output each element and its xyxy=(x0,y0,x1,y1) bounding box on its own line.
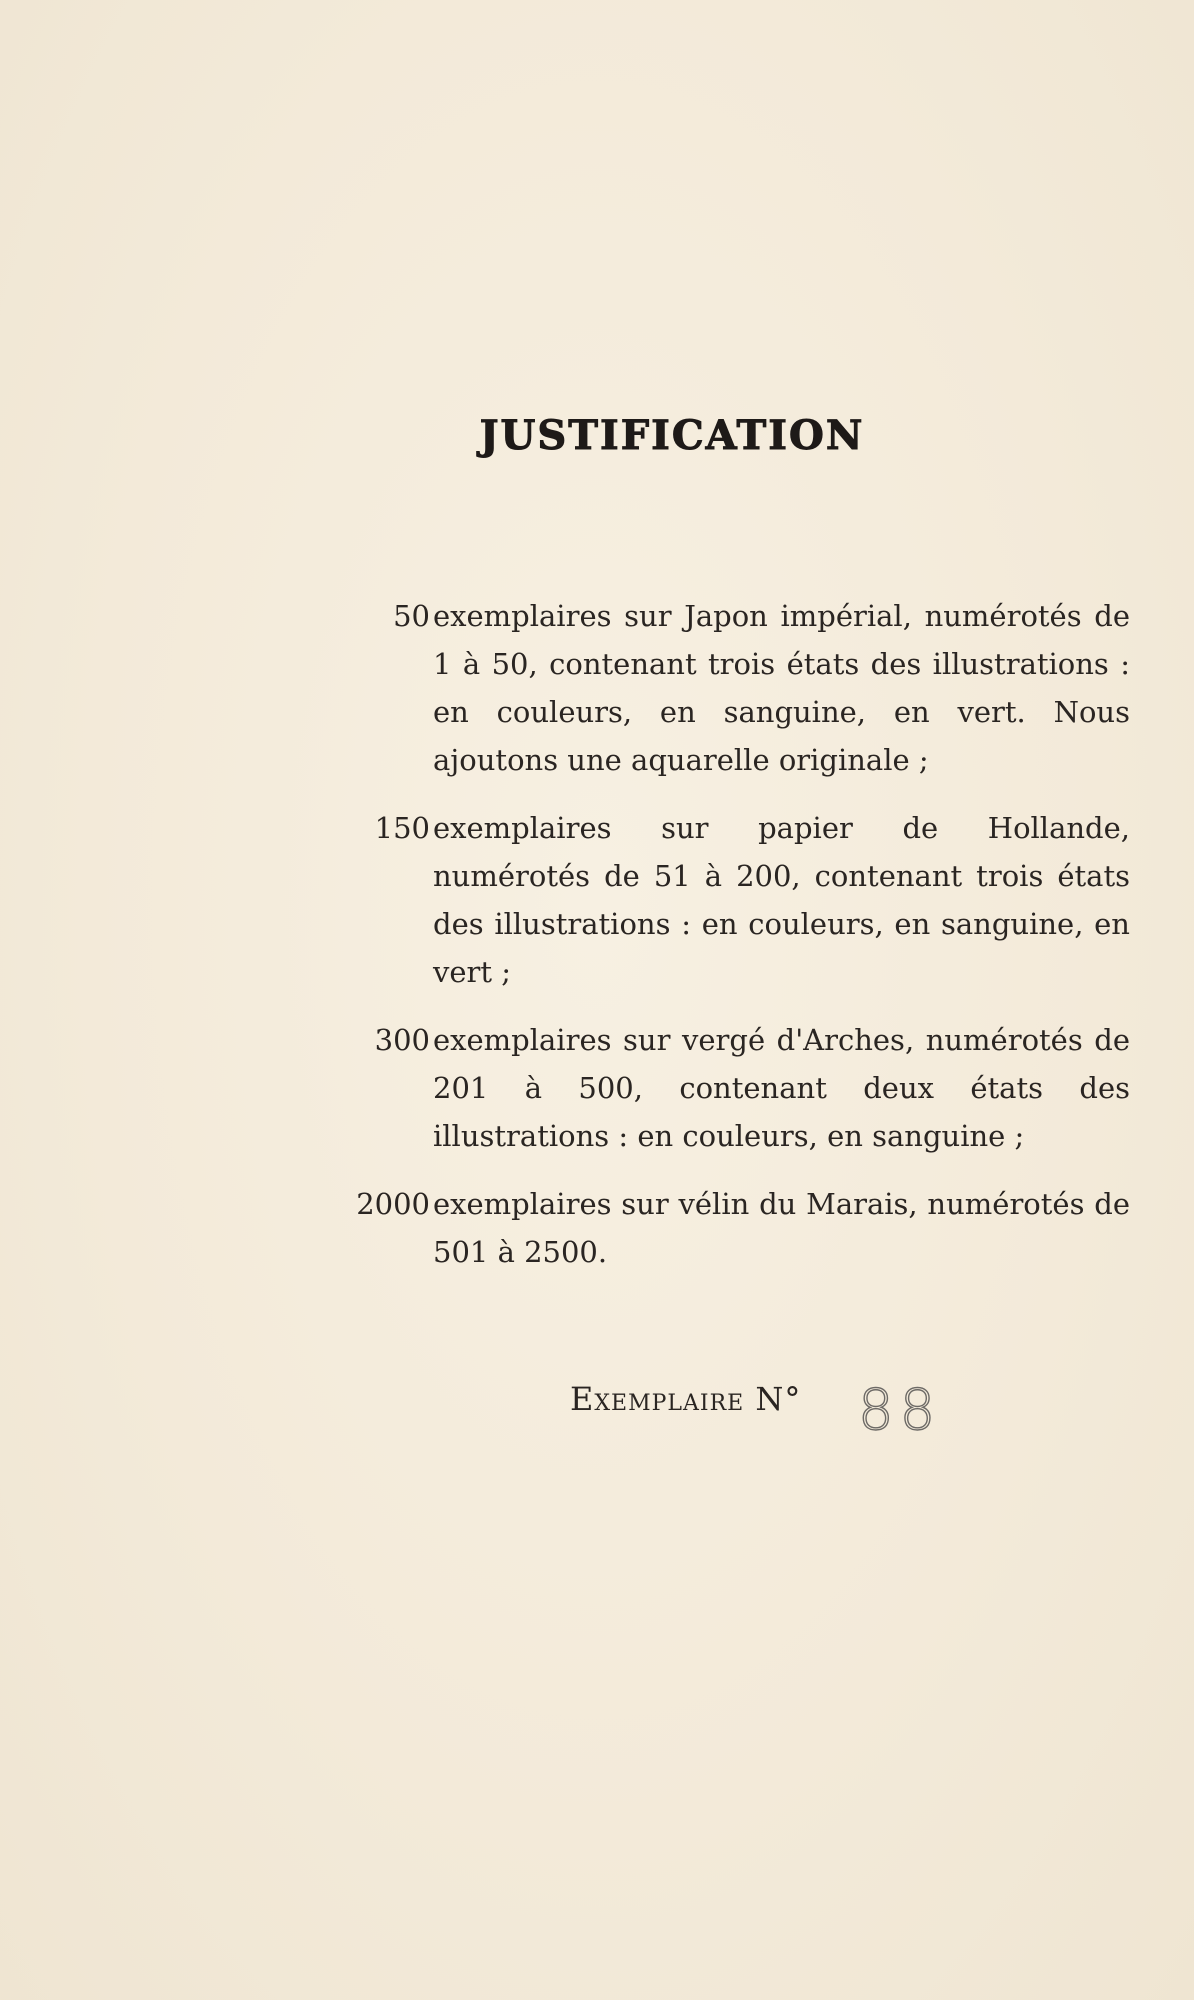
edition-description: exemplaires sur papier de Hollande, numérotés de 51 à 200, contenant trois états des illustrations : en couleurs, en sanguine, en vert ; xyxy=(433,811,1130,989)
edition-entry-hollande xyxy=(340,804,1130,996)
page-title: JUSTIFICATION xyxy=(479,412,865,459)
copy-number: 88 xyxy=(858,1378,942,1443)
edition-description: exemplaires sur Japon impérial, numérotés de 1 à 50, contenant trois états des illustrations : en couleurs, en sanguine, en vert. Nous ajoutons une aquarelle originale ; xyxy=(433,599,1130,777)
edition-entry-arches xyxy=(340,1016,1130,1160)
copy-label: Exemplaire N° xyxy=(570,1380,802,1418)
edition-count: 50 xyxy=(393,599,430,633)
edition-entry-japon xyxy=(340,592,1130,784)
edition-entry-marais xyxy=(340,1180,1130,1276)
edition-count: 300 xyxy=(374,1023,430,1057)
edition-count: 2000 xyxy=(356,1187,430,1221)
edition-count: 150 xyxy=(374,811,430,845)
edition-description: exemplaires sur vélin du Marais, numérotés de 501 à 2500. xyxy=(433,1187,1130,1269)
edition-description: exemplaires sur vergé d'Arches, numérotés de 201 à 500, contenant deux états des illustrations : en couleurs, en sanguine ; xyxy=(433,1023,1130,1153)
edition-list xyxy=(340,592,1130,1296)
